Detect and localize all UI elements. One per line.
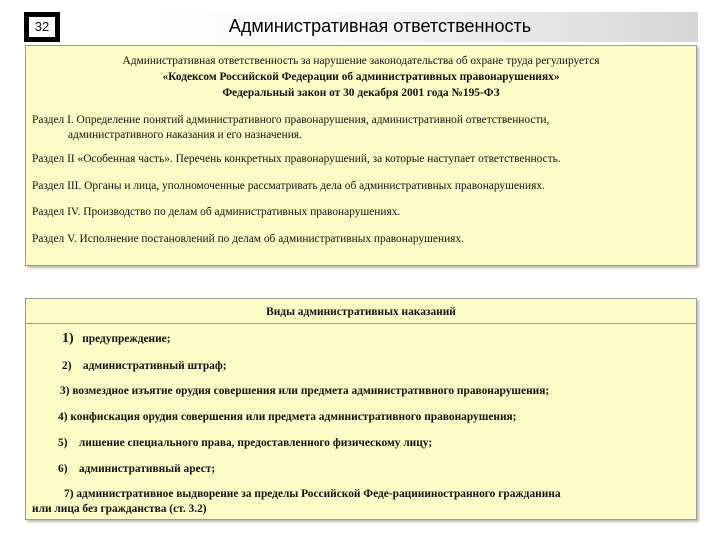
- section-3: Раздел III. Органы и лица, уполномоченные рассматривать дела об административных правонарушениях.: [32, 180, 545, 192]
- intro-line: Административная ответственность за нарушение законодательства об охране труда регулируется: [122, 55, 600, 67]
- section-1: Раздел I. Определение понятий административного правонарушения, административной ответственности,: [32, 114, 550, 126]
- slide-number-badge: [24, 12, 60, 42]
- punishments-header-row: [26, 299, 696, 324]
- code-overview-box: [25, 45, 697, 266]
- list-item: 4) конфискация орудия совершения или предмета административного правонарушения;: [58, 411, 517, 423]
- punishments-box: [25, 298, 697, 520]
- section-4: Раздел IV. Производство по делам об административных правонарушениях.: [32, 206, 401, 218]
- slide-number: 32: [29, 17, 55, 37]
- list-item: 2) административный штраф;: [62, 360, 227, 372]
- list-item: 5) лишение специального права, предоставленного физическому лицу;: [58, 437, 433, 449]
- page-title: Административная ответственность: [228, 16, 532, 36]
- list-item: 7) административное выдворение за пределы Российской Феде-рациииностранного гражданина: [64, 488, 561, 500]
- section-1-cont: административного наказания и его назначения.: [68, 129, 302, 141]
- section-5: Раздел V. Исполнение постановлений по делам об административных правонарушениях.: [32, 233, 464, 245]
- section-2: Раздел II «Особенная часть». Перечень конкретных правонарушений, за которые наступает ответственность.: [32, 153, 561, 165]
- federal-law: Федеральный закон от 30 декабря 2001 года №195-ФЗ: [222, 87, 500, 99]
- title-bar: [62, 12, 698, 42]
- code-title: «Кодексом Российской Федерации об административных правонарушениях»: [162, 71, 560, 83]
- punishments-header: Виды административных наказаний: [266, 306, 456, 318]
- list-item: 1) предупреждение;: [62, 331, 171, 346]
- list-item-cont: или лица без гражданства (ст. 3.2): [32, 503, 207, 515]
- list-item: 3) возмездное изъятие орудия совершения или предмета административного правонарушения;: [60, 385, 550, 397]
- list-item: 6) административный арест;: [58, 463, 216, 475]
